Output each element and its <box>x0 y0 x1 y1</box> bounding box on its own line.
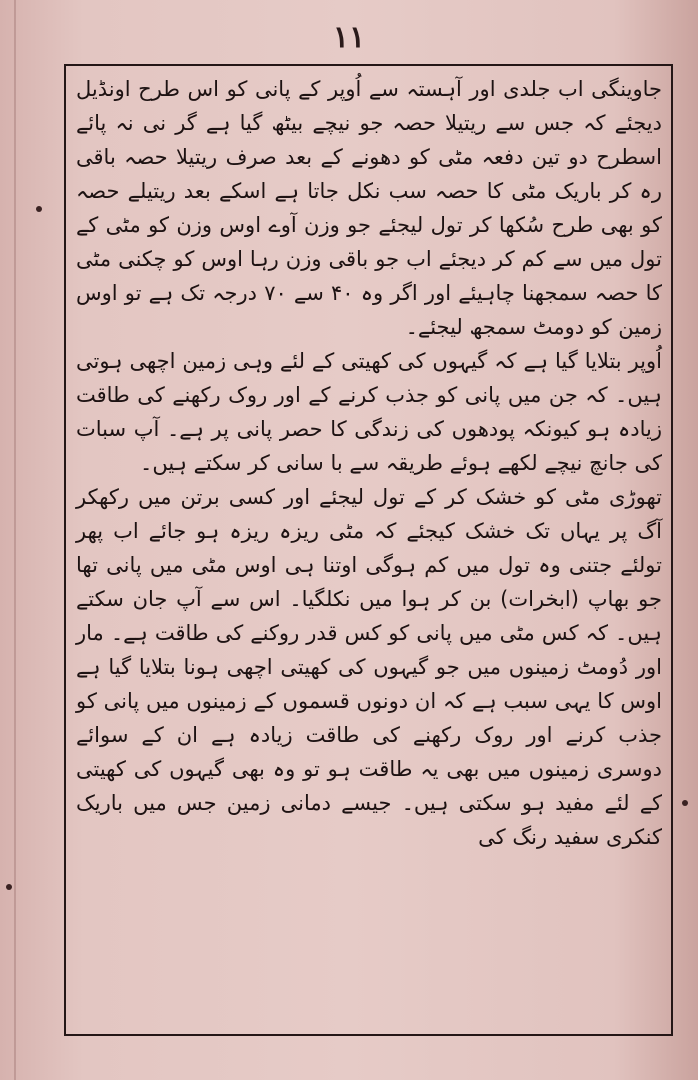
page-fold-line <box>14 0 16 1080</box>
page-number: ١١ <box>332 20 366 55</box>
paragraph-2: اُوپر بتلایا گیا ہے کہ گیہوں کی کھیتی کے لئے وہی زمین اچھی ہوتی ہیں۔ کہ جن میں پانی کو جذب کرنے کے اور روک رکھنے کی طاقت زیادہ ہو کیونکہ پودھوں کی زندگی کا حصر پانی پر ہے۔ آپ سبات کی جانچ نیچے لکھے ہوئے طریقہ سے با سانی کر سکتے ہیں۔ <box>76 349 662 475</box>
margin-dot <box>6 884 12 890</box>
margin-dot <box>36 206 42 212</box>
text-frame <box>64 64 673 1036</box>
paragraph-1: جاوینگی اب جلدی اور آہستہ سے اُوپر کے پانی کو اس طرح اونڈیل دیجئے کہ جس سے ریتیلا حصہ جو نیچے بیٹھ گیا ہے گر نی نہ پائے اسطرح دو تین دفعہ مٹی کو دھونے کے بعد صرف ریتیلا حصہ باقی رہ کر باریک مٹی کا حصہ سب نکل جاتا ہے اسکے بعد ریتیلے حصہ کو بھی طرح سُکھا کر تول لیجئے جو وزن آوے اوس وزن کو مٹی کے تول میں سے کم کر دیجئے اب جو باقی وزن رہا اوس کو چکنی مٹی کا حصہ سمجھنا چاہیئے اور اگر وہ ۴۰ سے ۷۰ درجہ تک ہے تو اوس زمین کو دومٹ سمجھ لیجئے۔ <box>76 77 662 339</box>
margin-dot <box>682 800 688 806</box>
paragraph-3: تھوڑی مٹی کو خشک کر کے تول لیجئے اور کسی برتن میں رکھکر آگ پر یہاں تک خشک کیجئے کہ مٹی ریزہ ریزہ ہو جائے اب پھر تولئے جتنی وہ تول میں کم ہوگی اوتنا ہی اوس مٹی میں پانی تھا جو بھاپ (ابخرات) بن کر ہوا میں نکلگیا۔ اس سے آپ جان سکتے ہیں۔ کہ کس مٹی میں پانی کو کس قدر روکنے کی طاقت ہے۔ مار اور دُومٹ زمینوں میں جو گیہوں کی کھیتی اچھی ہونا بتلایا گیا ہے اوس کا یہی سبب ہے کہ ان دونوں قسموں کے زمینوں میں پانی کو جذب کرنے اور روک رکھنے کی طاقت زیادہ ہے ان کے سوائے دوسری زمینوں میں بھی یہ طاقت ہو تو وہ بھی گیہوں کی کھیتی کے لئے مفید ہو سکتی ہیں۔ جیسے دمانی زمین جس میں باریک کنکری سفید رنگ کی <box>76 485 662 849</box>
text-body <box>76 72 662 854</box>
